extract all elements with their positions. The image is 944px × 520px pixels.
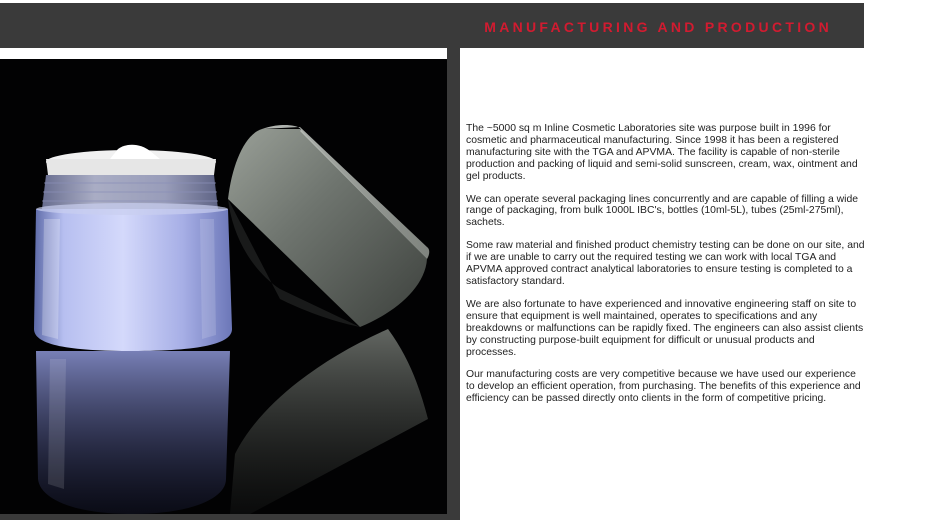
content-text <box>466 123 866 416</box>
paragraph: The ~5000 sq m Inline Cosmetic Laboratories site was purpose built in 1996 for cosmetic and pharmaceutical manufacturing. Since 1998 it has been a registered manufacturing site with the TGA and APVMA. The facility is capable of non-sterile production and packing of liquid and semi-solid sunscreen, cream, wax, ointment and gel products. <box>466 123 858 182</box>
paragraph: We can operate several packaging lines concurrently and are capable of filling a wide range of packaging, from bulk 1000L IBC's, bottles (10ml-5L), tubes (25ml-275ml), sachets. <box>466 193 858 229</box>
paragraph: Some raw material and finished product chemistry testing can be done on our site, and if we are unable to carry out the required testing we can work with local TGA and APVMA approved contract analytical laboratories to ensure testing is completed to a satisfactory standard. <box>466 240 865 287</box>
paragraph: Our manufacturing costs are very competitive because we have used our experience to develop an efficient operation, from purchasing. The benefits of this experience and efficiency can be passed directly onto clients in the form of competitive pricing. <box>466 369 861 405</box>
page-title: MANUFACTURING AND PRODUCTION <box>484 19 832 35</box>
header-bar <box>0 3 864 48</box>
paragraph: We are also fortunate to have experienced and innovative engineering staff on site to ensure that equipment is well maintained, operates to specifications and any breakdowns or malfunctions can be rapidly fixed. The engineers can also assist clients by constructing purpose-built equipment for difficult or unusual products and processes. <box>466 298 864 358</box>
product-photo <box>0 59 447 514</box>
photo-top-border <box>0 48 447 59</box>
